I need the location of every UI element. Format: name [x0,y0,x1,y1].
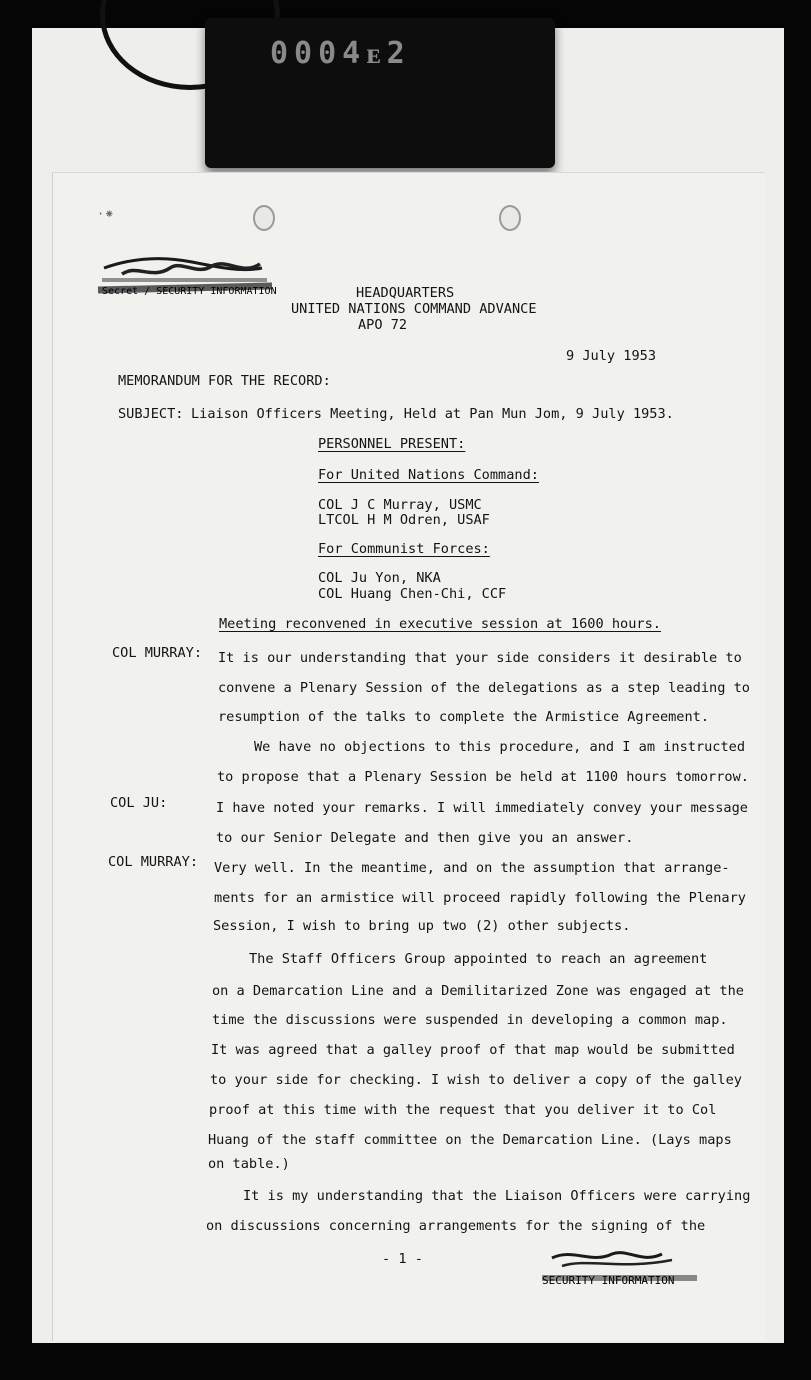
dialogue-line: to propose that a Plenary Session be held at 1100 hours tomorrow. [217,769,749,785]
stamp-top-text: Secret / SECURITY INFORMATION [102,286,277,297]
memo-title: MEMORANDUM FOR THE RECORD: [118,373,331,389]
dialogue-line: Very well. In the meantime, and on the assumption that arrange- [214,860,730,876]
dialogue-line: It is my understanding that the Liaison Officers were carrying [243,1188,751,1204]
punch-hole-right [499,205,521,231]
dialogue-line: I have noted your remarks. I will immediately convey your message [216,800,748,816]
header-line-2: UNITED NATIONS COMMAND ADVANCE [291,301,537,317]
dialogue-line: proof at this time with the request that you deliver it to Col [209,1102,717,1118]
speaker-label: COL MURRAY: [108,854,199,870]
personnel-heading: PERSONNEL PRESENT: [318,436,466,452]
stamp-bottom-text: SECURITY INFORMATION [542,1274,675,1287]
classification-stamp-top [92,250,282,300]
comm-member-1: COL Ju Yon, NKA [318,570,441,586]
dialogue-line: We have no objections to this procedure, and I am instructed [254,739,746,755]
comm-heading: For Communist Forces: [318,541,490,557]
dialogue-line: ments for an armistice will proceed rapidly following the Plenary [214,890,746,906]
film-frame-bottom [0,1345,811,1380]
dialogue-line: Huang of the staff committee on the Demarcation Line. (Lays maps [208,1132,732,1148]
dialogue-line: Session, I wish to bring up two (2) other subjects. [213,918,631,934]
dialogue-line: resumption of the talks to complete the Armistice Agreement. [218,709,710,725]
subject-text: Liaison Officers Meeting, Held at Pan Mun Jom, 9 July 1953. [191,406,674,422]
speaker-label: COL MURRAY: [112,645,203,661]
speaker-label: COL JU: [110,795,168,811]
dialogue-line: on discussions concerning arrangements for the signing of the [206,1218,706,1234]
dialogue-line: on a Demarcation Line and a Demilitarized Zone was engaged at the [212,983,744,999]
memo-date: 9 July 1953 [566,348,657,364]
dialogue-line: The Staff Officers Group appointed to reach an agreement [249,951,708,967]
classification-stamp-bottom [532,1244,707,1290]
un-heading: For United Nations Command: [318,467,539,483]
frame-counter-clamp [205,18,555,168]
header-line-3: APO 72 [358,317,408,333]
comm-member-2: COL Huang Chen-Chi, CCF [318,586,507,602]
dialogue-line: to our Senior Delegate and then give you an answer. [216,830,634,846]
un-member-2: LTCOL H M Odren, USAF [318,512,490,528]
punch-hole-left [253,205,275,231]
dialogue-line: on table.) [208,1156,290,1172]
un-member-1: COL J C Murray, USMC [318,497,482,513]
dialogue-line: convene a Plenary Session of the delegations as a step leading to [218,680,750,696]
dialogue-line: to your side for checking. I wish to deliver a copy of the galley [210,1072,742,1088]
session-note: Meeting reconvened in executive session at 1600 hours. [219,616,661,632]
subject-label: SUBJECT: [118,406,184,422]
dialogue-line: It is our understanding that your side considers it desirable to [218,650,742,666]
document-page [52,172,765,1341]
header-line-1: HEADQUARTERS [356,285,455,301]
margin-speck: ·⁕ [97,207,115,221]
page-number: - 1 - [382,1251,423,1267]
dialogue-line: time the discussions were suspended in developing a common map. [212,1012,728,1028]
frame-counter: 0004ᴇ2 [270,36,411,71]
dialogue-line: It was agreed that a galley proof of that map would be submitted [211,1042,735,1058]
